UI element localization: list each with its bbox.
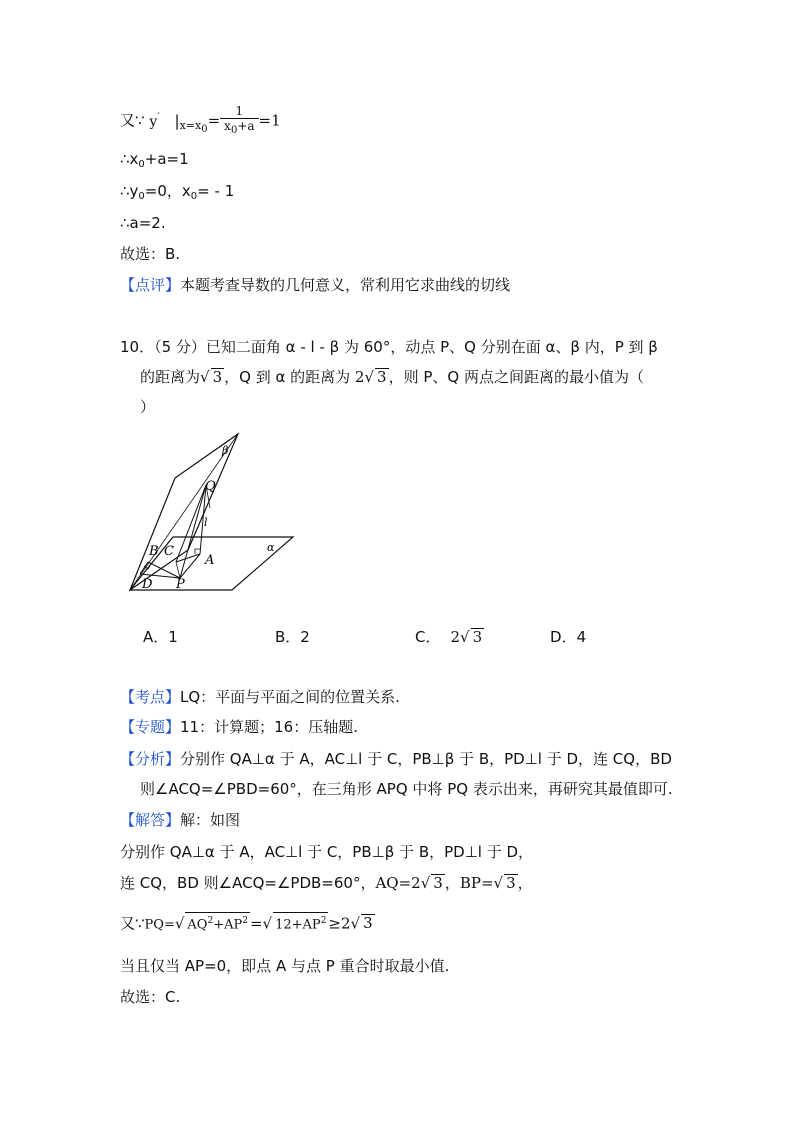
dihedral-angle-figure <box>120 428 305 598</box>
option-c[interactable]: C． 2√ 3 <box>415 628 483 646</box>
solution-line: $\therefore x_0+a=1$ <box>120 150 189 170</box>
comment-tag: 【点评】 <box>120 276 181 294</box>
label-alpha: α <box>267 541 275 554</box>
label-q: Q <box>205 479 216 494</box>
solution-line: ∴a=2. <box>120 214 166 232</box>
label-p: P <box>176 577 185 592</box>
option-a[interactable]: A．1 <box>143 628 178 646</box>
solution-line: 当且仅当 AP=0，即点 A 与点 P 重合时取最小值. <box>120 957 450 975</box>
label-a: A <box>205 553 215 568</box>
label-l: l <box>204 516 208 529</box>
kaodian-tag: 【考点】 <box>120 688 181 706</box>
solution-line: $\therefore y_0=0$，$x_0= - 1$ <box>120 182 235 202</box>
zhuanti-tag: 【专题】 <box>120 718 181 736</box>
option-d[interactable]: D．4 <box>550 628 587 646</box>
jieda-line: 【解答】解：如图 <box>120 811 241 829</box>
label-b: B <box>149 544 159 559</box>
question-text: 的距离为√ 3 ，Q 到 α 的距离为 2√ 3 ，则 P、Q 两点之间距离的最小值为（ <box>140 368 644 386</box>
solution-line-inequality: 又∵PQ=√ $AQ^2+AP^2$ =√ $12+AP^2 \ge 2√$ 3 <box>120 912 375 936</box>
label-c: C <box>164 544 174 559</box>
solution-line-derivative: 又∵ y′ $|_{x=x0}=$ $\frac{1}{x_0+a}$ =1 <box>120 104 281 136</box>
fenxi-line-2: 则∠ACQ=∠PBD=60°，在三角形 APQ 中将 PQ 表示出来，再研究其最值即可. <box>140 780 673 798</box>
option-b[interactable]: B．2 <box>275 628 310 646</box>
comment-line: 【点评】本题考查导数的几何意义，常利用它求曲线的切线 <box>120 276 511 294</box>
solution-line: 分别作 QA⊥α 于 A，AC⊥l 于 C，PB⊥β 于 B，PD⊥l 于 D， <box>120 843 534 861</box>
question-text: 10．（5 分）已知二面角 α - l - β 为 60°，动点 P、Q 分别在面 α、β 内，P 到 β <box>120 338 658 356</box>
label-beta: β <box>222 444 229 457</box>
fenxi-line: 【分析】分别作 QA⊥α 于 A，AC⊥l 于 C，PB⊥β 于 B，PD⊥l 于 D，连 CQ，BD <box>120 750 672 768</box>
solution-line: 连 CQ，BD 则∠ACQ=∠PDB=60°，AQ=2√ 3 ，BP=√ 3 ， <box>120 874 533 892</box>
kaodian-line: 【考点】LQ：平面与平面之间的位置关系. <box>120 688 400 706</box>
label-d: D <box>142 577 153 592</box>
zhuanti-line: 【专题】11：计算题；16：压轴题. <box>120 718 358 736</box>
fraction: $\frac{1}{x_0+a}$ <box>220 104 258 138</box>
answer-line: 故选：C. <box>120 988 181 1006</box>
answer-line: 故选：B. <box>120 245 181 263</box>
jieda-tag: 【解答】 <box>120 811 181 829</box>
question-text: ） <box>140 398 156 416</box>
fenxi-tag: 【分析】 <box>120 750 181 768</box>
